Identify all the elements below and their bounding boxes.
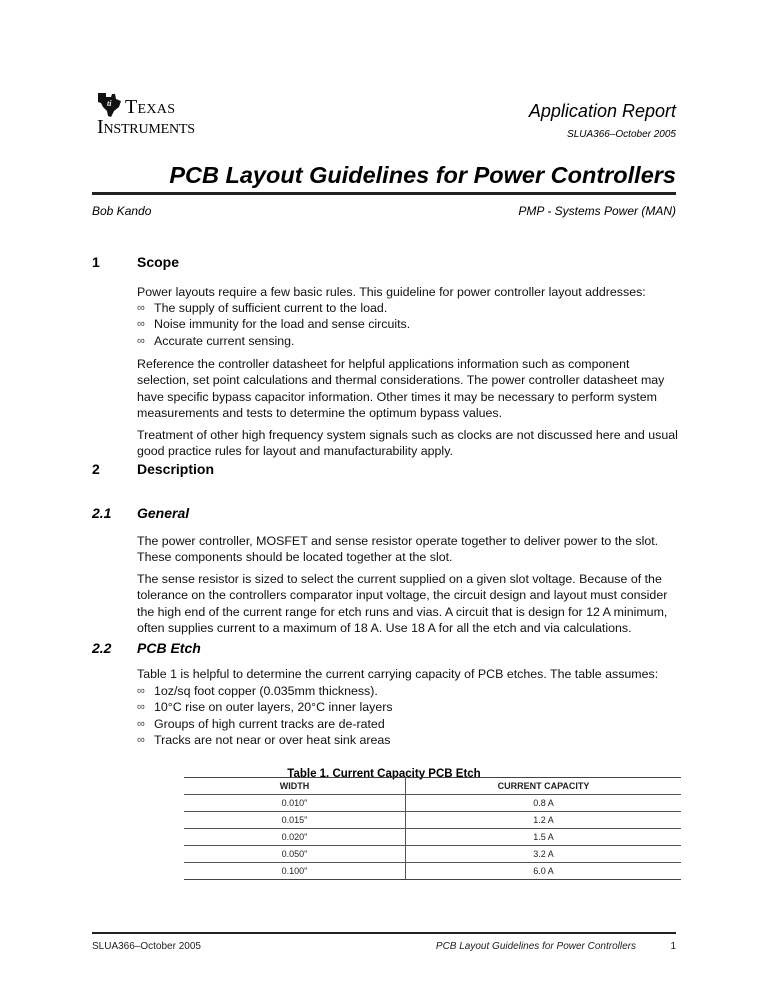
current-capacity-table [184,777,681,880]
scope-intro: Power layouts require a few basic rules. This guideline for power controller layout addresses: [137,285,646,299]
general-paragraph: The sense resistor is sized to select the current supplied on a given slot voltage. Because of the tolerance on the controllers comparator input voltage, the circuit design and layout must consider the high end of the current range for etch runs and vias. A circuit that is design for 12 A minimum, often supplies current to a maximum of 18 A. Use 18 A for all the etch and via calculations. [137,572,668,635]
subsection-title-pcb-etch: PCB Etch [137,640,201,656]
page-number: 1 [670,941,676,952]
column-header-width: WIDTH [184,778,406,795]
capacity-cell: 6.0 A [406,863,682,880]
report-type: Application Report [528,101,676,121]
infinity-bullet-icon: ∞ [137,701,145,714]
list-item: ∞ 10°C rise on outer layers, 20°C inner layers [137,700,393,715]
title-divider [92,192,676,195]
ti-state-logo-icon [95,91,125,119]
list-item: ∞ Tracks are not near or over heat sink areas [137,732,391,747]
document-title: PCB Layout Guidelines for Power Controllers [169,162,676,188]
capacity-cell: 1.5 A [406,829,682,846]
table-header-row [184,778,681,795]
section-title-scope: Scope [137,254,180,270]
list-item: ∞ Noise immunity for the load and sense circuits. [137,317,411,332]
svg-text:ti: ti [107,99,112,108]
footer-title: PCB Layout Guidelines for Power Controllers [435,941,636,952]
table-row [184,795,681,812]
subsection-number: 2.2 [92,640,112,656]
author: Bob Kando [92,204,152,218]
logo-text-instruments: Instruments [97,116,195,138]
general-paragraph: The power controller, MOSFET and sense resistor operate together to deliver power to the slot. These components should be located together at the slot. [137,534,659,565]
width-cell: 0.100" [184,863,406,880]
infinity-bullet-icon: ∞ [137,302,145,314]
document-id: SLUA366–October 2005 [567,129,676,140]
column-header-current-capacity: CURRENT CAPACITY [406,778,682,795]
table-row [184,846,681,863]
footer-divider [92,932,676,934]
section-number: 2 [92,461,100,477]
capacity-cell: 3.2 A [406,846,682,863]
width-cell: 0.015" [184,812,406,829]
section-title-description: Description [137,461,215,477]
table-row [184,863,681,880]
capacity-cell: 1.2 A [406,812,682,829]
infinity-bullet-icon: ∞ [137,685,145,697]
pcb-etch-bullet-list [137,683,682,748]
subsection-title-general: General [137,505,190,521]
section-number: 1 [92,254,100,270]
logo-text-texas: Texas [125,96,176,118]
organization: PMP - Systems Power (MAN) [518,204,676,218]
width-cell: 0.010" [184,795,406,812]
list-item: ∞ Groups of high current tracks are de-rated [137,716,385,731]
scope-paragraph: Treatment of other high frequency system signals such as clocks are not discussed here and usual good practice rules for layout and manufacturability apply. [137,428,678,459]
table-row [184,812,681,829]
width-cell: 0.050" [184,846,406,863]
infinity-bullet-icon: ∞ [137,717,145,730]
ti-logo [95,91,210,143]
capacity-cell: 0.8 A [406,795,682,812]
pcb-etch-intro: Table 1 is helpful to determine the current carrying capacity of PCB etches. The table assumes: [137,667,659,681]
scope-paragraph: Reference the controller datasheet for helpful applications information such as component selection, set point calculations and thermal considerations. The power controller datasheet may have specific bypass capacitor information. Other times it may be necessary to perform system measurements and tests to determine the optimum bypass values. [137,357,665,420]
width-cell: 0.020" [184,829,406,846]
scope-bullet-list [137,300,682,349]
infinity-bullet-icon: ∞ [137,318,145,331]
infinity-bullet-icon: ∞ [137,334,145,347]
footer-document-id: SLUA366–October 2005 [92,941,201,952]
list-item: ∞ The supply of sufficient current to the load. [137,301,388,315]
table-caption: Table 1. Current Capacity PCB Etch [287,768,481,780]
list-item: ∞ 1oz/sq foot copper (0.035mm thickness). [137,684,378,698]
subsection-number: 2.1 [92,505,112,521]
table-row [184,829,681,846]
list-item: ∞ Accurate current sensing. [137,333,295,348]
infinity-bullet-icon: ∞ [137,733,145,746]
